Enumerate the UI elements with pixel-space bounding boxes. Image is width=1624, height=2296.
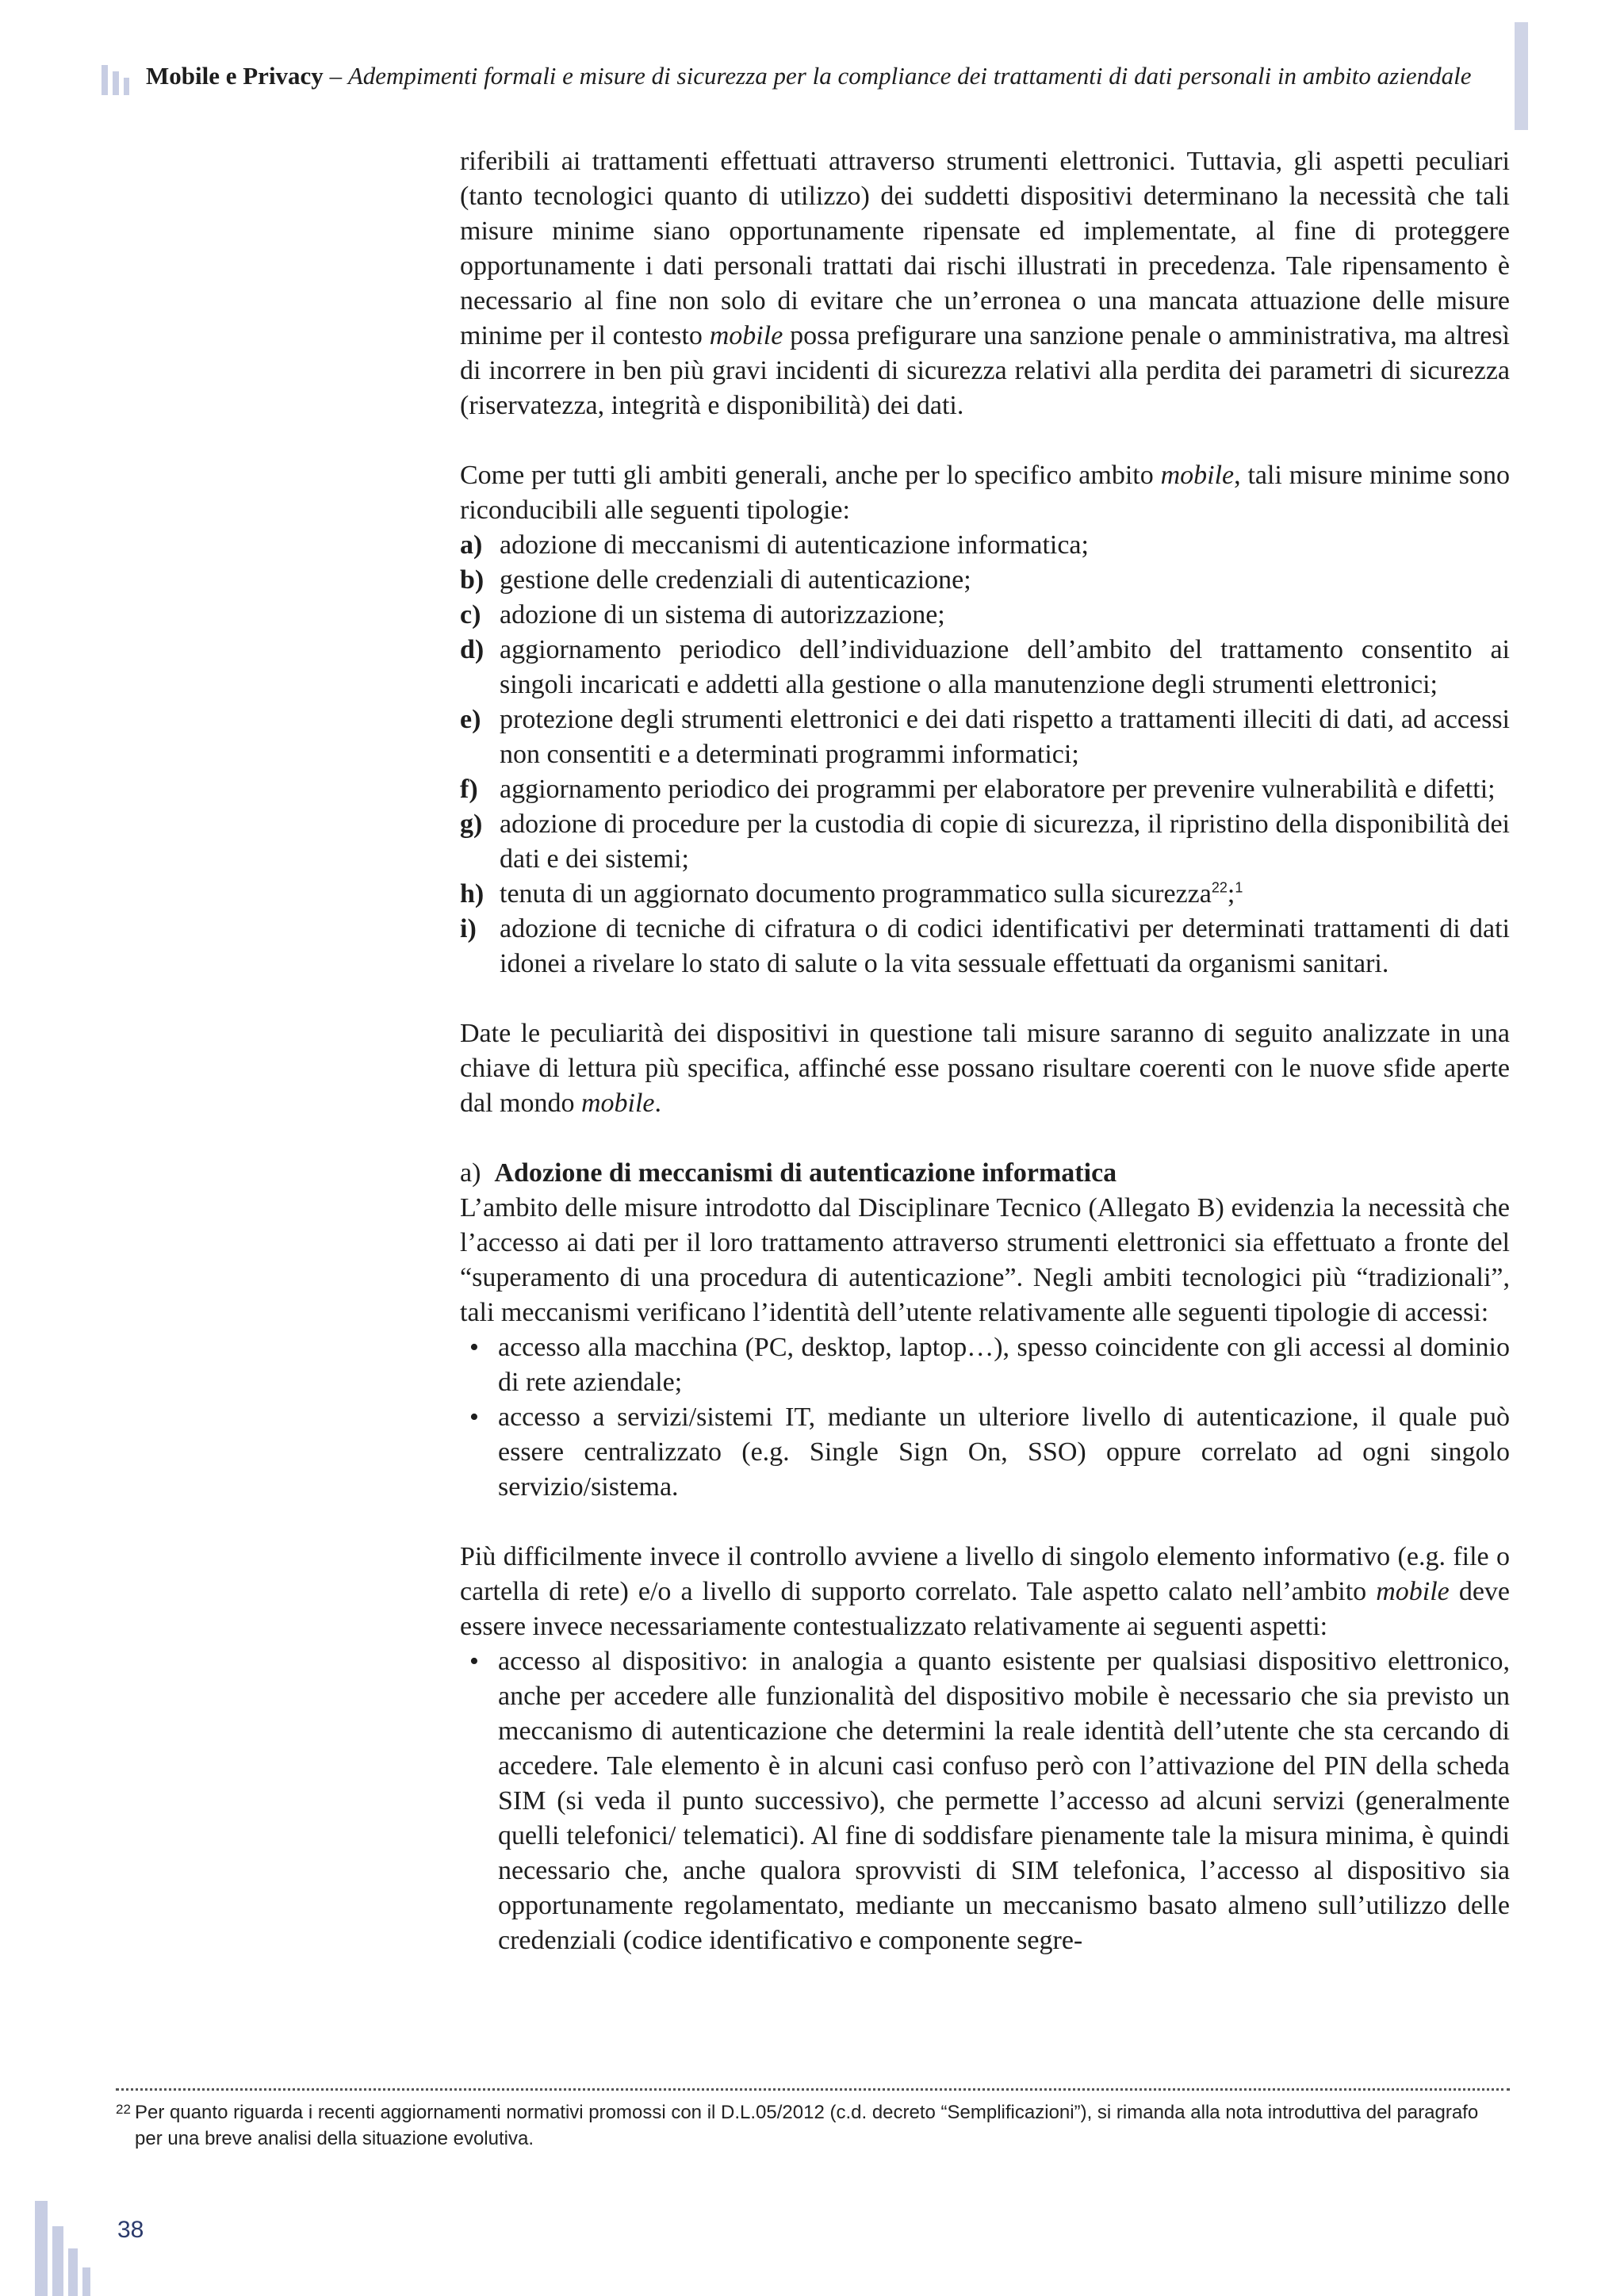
list-text-after: ; xyxy=(1227,879,1235,909)
p2-tail: , tali misure minime sono riconducibili alle seguenti tipologie: xyxy=(460,461,1510,525)
bullet-text: accesso al dispositivo: in analogia a quanto esistente per qualsiasi dispositivo elettronico, anche per accedere alle funzionalità del dispositivo mobile è necessario che sia previsto un meccanismo di autenticazione che determini la reale identità dell’utente che sta cercando di accedere. Tale elemento è in alcuni casi confuso però con l’attivazione del PIN della scheda SIM (si veda il punto successivo), che permette l’accesso ad alcuni servizi (generalmente quelli telefonici/ telematici). Al fine di soddisfare pienamente tale la misura minima, è quindi necessario che, anche qualora sprovvisti di SIM telefonica, l’accesso al dispositivo sia opportunamente regolamentato, mediante un meccanismo basato almeno sull’utilizzo delle credenziali (codice identificativo e componente segre- xyxy=(498,1647,1510,1955)
paragraph-3 xyxy=(460,1016,1510,1121)
section-heading xyxy=(460,1156,1510,1191)
heading-text: Adozione di meccanismi di autenticazione informatica xyxy=(494,1158,1117,1188)
footnote-ref-2: 1 xyxy=(1235,879,1243,896)
list-item xyxy=(460,912,1510,982)
main-text-column xyxy=(460,144,1510,1958)
bullet-item xyxy=(460,1400,1510,1505)
list-marker: a) xyxy=(460,530,483,560)
list-item xyxy=(460,633,1510,702)
list-marker: h) xyxy=(460,879,485,909)
list-text: gestione delle credenziali di autenticazione; xyxy=(500,565,971,595)
footnote-text: Per quanto riguarda i recenti aggiornamenti normativi promossi con il D.L.05/2012 (c.d. decreto “Semplificazioni”), si rimanda alla nota introduttiva del paragrafo per una breve analisi della situazione evolutiva. xyxy=(135,2102,1479,2149)
p3-tail: . xyxy=(654,1089,662,1118)
header-dash: – xyxy=(323,62,348,90)
list-item xyxy=(460,772,1510,807)
footnote-number: 22 xyxy=(116,2102,131,2117)
list-text: adozione di procedure per la custodia di copie di sicurezza, il ripristino della disponibilità dei dati e dei sistemi; xyxy=(500,809,1510,874)
bullet-item xyxy=(460,1644,1510,1958)
list-marker: g) xyxy=(460,809,483,839)
list-text: aggiornamento periodico dei programmi per elaboratore per prevenire vulnerabilità e difetti; xyxy=(500,775,1496,804)
bullet-icon: • xyxy=(469,1402,479,1432)
p2-emphasis: mobile xyxy=(1160,461,1235,490)
list-marker: i) xyxy=(460,914,477,943)
p5-tail: deve essere invece necessariamente contestualizzato relativamente ai seguenti aspetti: xyxy=(460,1577,1510,1641)
footnote-separator xyxy=(116,2088,1510,2091)
header-title: Mobile e Privacy xyxy=(146,62,324,90)
list-marker: b) xyxy=(460,565,485,595)
list-text: adozione di meccanismi di autenticazione informatica; xyxy=(500,530,1089,560)
bullet-text: accesso alla macchina (PC, desktop, laptop…), spesso coincidente con gli accessi al dominio di rete aziendale; xyxy=(498,1333,1510,1397)
list-marker: f) xyxy=(460,775,478,804)
p1-tail: possa prefigurare una sanzione penale o amministrativa, ma altresì di incorrere in ben più gravi incidenti di sicurezza relativi alla perdita dei parametri di sicurezza (riservatezza, integrità e disponibilità) dei dati. xyxy=(460,321,1510,420)
list-item xyxy=(460,563,1510,598)
list-item xyxy=(460,598,1510,633)
paragraph-5 xyxy=(460,1540,1510,1644)
footnote xyxy=(116,2099,1510,2152)
paragraph-1 xyxy=(460,144,1510,423)
paragraph-4: L’ambito delle misure introdotto dal Disciplinare Tecnico (Allegato B) evidenzia la necessità che l’accesso ai dati per il loro trattamento attraverso strumenti elettronici sia effettuato a fronte del “superamento di una procedura di autenticazione”. Negli ambiti tecnologici più “tradizionali”, tali meccanismi verificano l’identità dell’utente relativamente alle seguenti tipologie di accessi: xyxy=(460,1193,1510,1327)
list-text: protezione degli strumenti elettronici e dei dati rispetto a trattamenti illeciti di dati, ad accessi non consentiti e a determinati programmi informatici; xyxy=(500,705,1510,769)
page-number: 38 xyxy=(117,2217,144,2243)
bullet-icon: • xyxy=(469,1333,479,1362)
list-marker: e) xyxy=(460,705,481,734)
paragraph-2 xyxy=(460,458,1510,528)
p1-text: riferibili ai trattamenti effettuati attraverso strumenti elettronici. Tuttavia, gli aspetti peculiari (tanto tecnologici quanto di utilizzo) dei suddetti dispositivi determinano la necessità che tali misure minime siano opportunamente ripensate ed implementate, al fine di proteggere opportunamente i dati personali trattati dai rischi illustrati in precedenza. Tale ripensamento è necessario al fine non solo di evitare che un’erronea o una mancata attuazione delle misure minime per il contesto xyxy=(460,147,1510,350)
list-text: adozione di tecniche di cifratura o di codici identificativi per determinati trattamenti di dati idonei a rivelare lo stato di salute o la vita sessuale effettuati da organismi sanitari. xyxy=(500,914,1510,978)
list-item xyxy=(460,807,1510,877)
header-right-bar xyxy=(1515,22,1528,130)
bullet-list-1 xyxy=(460,1330,1510,1505)
p2-text: Come per tutti gli ambiti generali, anche per lo specifico ambito xyxy=(460,461,1154,490)
list-text: adozione di un sistema di autorizzazione; xyxy=(500,600,945,629)
header-subtitle: Adempimenti formali e misure di sicurezza per la compliance dei trattamenti di dati personali in ambito aziendale xyxy=(347,62,1472,90)
bullet-list-2 xyxy=(460,1644,1510,1958)
p3-text: Date le peculiarità dei dispositivi in questione tali misure saranno di seguito analizzate in una chiave di lettura più specifica, affinché esse possano risultare coerenti con le nuove sfide aperte dal mondo xyxy=(460,1019,1510,1118)
running-header xyxy=(146,62,1494,90)
bullet-item xyxy=(460,1330,1510,1400)
list-item xyxy=(460,528,1510,563)
measures-list xyxy=(460,528,1510,982)
list-text: aggiornamento periodico dell’individuazione dell’ambito del trattamento consentito ai singoli incaricati e addetti alla gestione o alla manutenzione degli strumenti elettronici; xyxy=(500,635,1510,699)
bullet-icon: • xyxy=(469,1647,479,1676)
list-text xyxy=(500,877,1510,912)
p5-emphasis: mobile xyxy=(1376,1577,1450,1606)
list-item xyxy=(460,877,1510,912)
bullet-text: accesso a servizi/sistemi IT, mediante un ulteriore livello di autenticazione, il quale può essere centralizzato (e.g. Single Sign On, SSO) oppure correlato ad ogni singolo servizio/sistema. xyxy=(498,1402,1510,1502)
list-item xyxy=(460,702,1510,772)
list-marker: c) xyxy=(460,600,481,629)
footnote-ref: 22 xyxy=(1211,879,1228,896)
p3-emphasis: mobile xyxy=(580,1089,655,1118)
list-text-main: tenuta di un aggiornato documento programmatico sulla sicurezza xyxy=(500,879,1212,909)
heading-marker: a) xyxy=(460,1158,481,1188)
list-marker: d) xyxy=(460,635,485,664)
p1-emphasis: mobile xyxy=(709,321,783,350)
p5-text: Più difficilmente invece il controllo avviene a livello di singolo elemento informativo (e.g. file o cartella di rete) e/o a livello di supporto correlato. Tale aspetto calato nell’ambito xyxy=(460,1542,1510,1606)
